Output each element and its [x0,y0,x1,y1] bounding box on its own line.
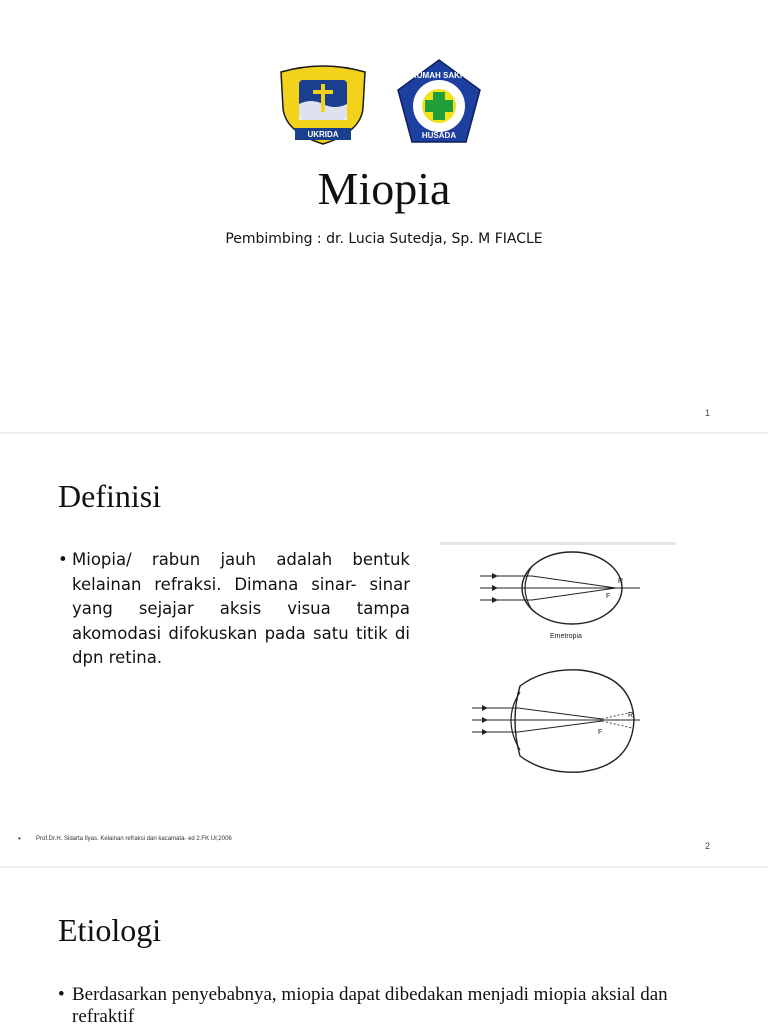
slide-heading: Etiologi [58,912,162,948]
label-r: R [628,712,634,719]
bullet-dot-icon: • [58,984,65,1005]
page-number: 1 [705,408,711,418]
page-number: 2 [705,841,711,851]
myopia-diagram [440,662,676,780]
bullet-dot-icon: • [58,550,68,569]
bullet-item [58,984,718,1028]
footnote-bullet: • [18,834,21,843]
slide-1 [0,0,768,432]
label-f: F [606,593,611,600]
bullet-text: Berdasarkan penyebabnya, miopia dapat dibedakan menjadi miopia aksial dan refraktif [72,984,668,1027]
footnote-text: Prof.Dr.H. Sidarta Ilyas. Kelainan refraksi dan kacamata- ed 2.FK UI;2006 [36,836,232,842]
slide-subtitle: Pembimbing : dr. Lucia Sutedja, Sp. M FIACLE [225,231,543,247]
ukrida-logo-text: UKRIDA [307,130,339,139]
emmetropia-diagram [440,542,676,654]
rs-husada-logo [396,58,482,146]
slide-title: Miopia [317,163,451,214]
rs-logo-top-text: RUMAH SAKIT [411,71,467,80]
bullet-text: Miopia/ rabun jauh adalah bentuk kelainan refraksi. Dimana sinar- sinar yang sejajar aksis visua tampa akomodasi difokuskan pada satu titik di dpn retina. [72,550,410,667]
slide-3 [0,868,768,1027]
label-f: F [598,729,603,736]
slide-2 [0,434,768,866]
bullet-item [58,548,410,671]
slide-heading: Definisi [58,478,162,514]
ukrida-logo [275,64,371,146]
diagram-caption: Emetropia [550,633,582,640]
label-r: R [618,578,624,585]
rs-logo-bottom-text: HUSADA [421,131,457,140]
